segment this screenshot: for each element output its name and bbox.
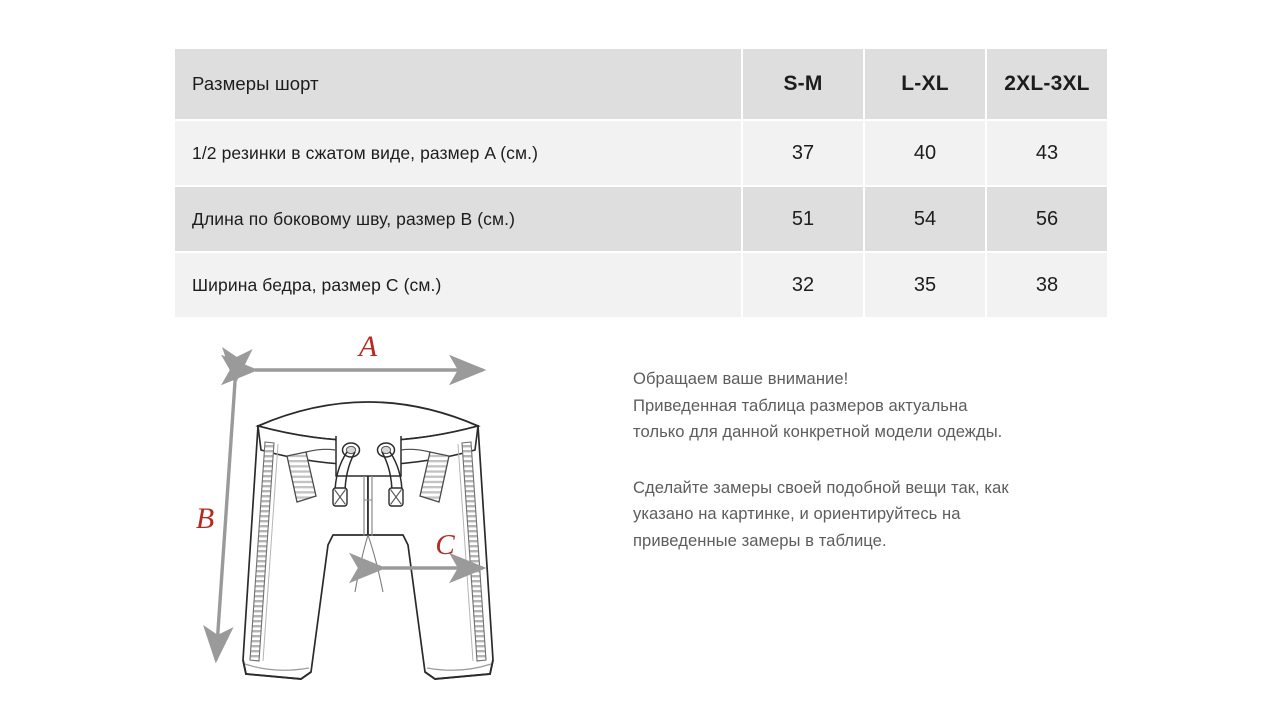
measurement-b-2xl-3xl: 56: [985, 185, 1107, 251]
measurement-label-c: Ширина бедра, размер C (см.): [175, 251, 741, 317]
measure-label-b: B: [195, 502, 215, 535]
shorts-diagram: [183, 330, 553, 698]
column-header-2xl-3xl: 2XL-3XL: [985, 49, 1107, 119]
measurement-b-s-m: 51: [741, 185, 863, 251]
aglet-left: [333, 488, 347, 506]
aglet-right: [389, 488, 403, 506]
measurement-c-l-xl: 35: [863, 251, 985, 317]
measurement-b-l-xl: 54: [863, 185, 985, 251]
measurement-a-2xl-3xl: 43: [985, 119, 1107, 185]
crotch-seam: [368, 535, 383, 592]
measurement-a-l-xl: 40: [863, 119, 985, 185]
table-row: [175, 185, 1107, 251]
page-title: Размеры шорт: [192, 73, 319, 94]
note-paragraph-attention: Обращаем ваше внимание! Приведенная таблица размеров актуальна только для данной конкретной модели одежды.: [633, 369, 1003, 441]
measurement-c-2xl-3xl: 38: [985, 251, 1107, 317]
measurement-label-b: Длина по боковому шву, размер B (см.): [175, 185, 741, 251]
measurement-c-s-m: 32: [741, 251, 863, 317]
measurement-label-a: 1/2 резинки в сжатом виде, размер A (см.): [175, 119, 741, 185]
arrow-b: [216, 382, 235, 660]
shorts-diagram-svg: [183, 330, 553, 698]
table-row: [175, 251, 1107, 317]
table-header-row: [175, 49, 1107, 119]
measure-label-c: C: [435, 529, 455, 561]
measure-label-a: A: [358, 330, 378, 363]
table-row: [175, 119, 1107, 185]
note-block: [633, 366, 1133, 554]
measurement-a-s-m: 37: [741, 119, 863, 185]
column-header-l-xl: L-XL: [863, 49, 985, 119]
column-header-s-m: S-M: [741, 49, 863, 119]
size-chart-table: [175, 49, 1107, 317]
table-title-cell: [175, 49, 741, 119]
crotch-seam-left: [355, 535, 368, 592]
note-paragraph-instructions: Сделайте замеры своей подобной вещи так, как указано на картинке, и ориентируйтесь на приведенные замеры в таблице.: [633, 477, 1009, 550]
shorts-garment: [243, 402, 493, 679]
